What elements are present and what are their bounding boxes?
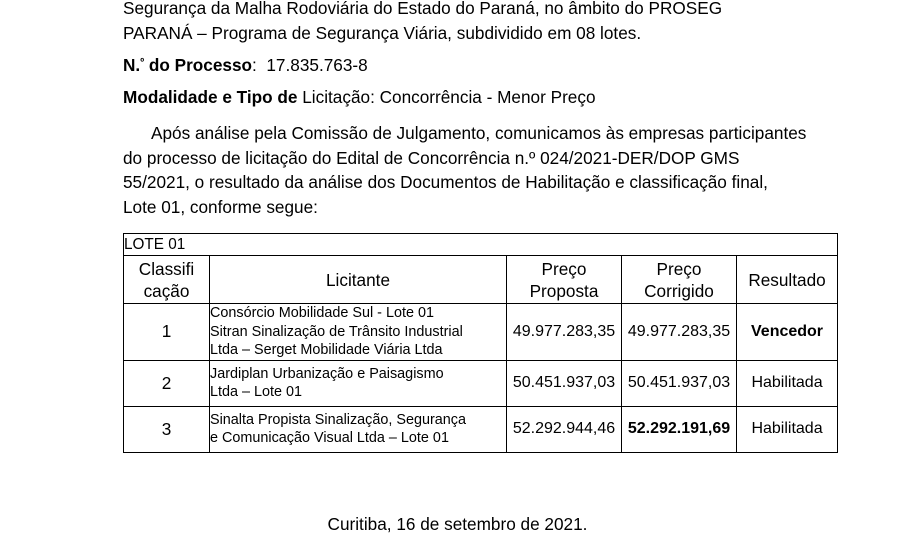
cell-price-corrected: 49.977.283,35 (622, 304, 737, 361)
cell-price-corrected-text: 52.292.191,69 (627, 420, 731, 437)
cell-bidder-line-1: Sinalta Propista Sinalização, Segurança (210, 411, 466, 428)
ordinal-indicator-icon: º (140, 56, 145, 69)
paragraph-main-line-4-text: Lote 01, conforme segue: (123, 196, 318, 217)
paragraph-continuation-line-1: Segurança da Malha Rodoviária do Estado do Paraná, no âmbito do PROSEG (123, 0, 723, 18)
table-header-row (124, 256, 838, 304)
cell-rank: 2 (124, 360, 210, 406)
field-processo-value: 17.835.763-8 (266, 55, 368, 75)
field-processo-label-prefix: N. (123, 55, 141, 75)
cell-price-proposal: 52.292.944,46 (507, 406, 622, 452)
paragraph-main-line-2-text: do processo de licitação do Edital de Concorrência n.º 024/2021-DER/DOP GMS (123, 147, 740, 168)
cell-price-proposal: 49.977.283,35 (507, 304, 622, 361)
paragraph-continuation-line2-wrap (123, 21, 840, 46)
cell-price-proposal: 50.451.937,03 (507, 360, 622, 406)
cell-price-corrected (622, 406, 737, 452)
table-row (124, 304, 838, 361)
cell-bidder-line-1 (210, 365, 506, 384)
field-processo (123, 53, 840, 78)
header-classification-line-2: cação (143, 280, 190, 301)
paragraph-main-line-3-text: 55/2021, o resultado da análise dos Documentos de Habilitação e classificação final, (123, 172, 768, 192)
table-caption-row (124, 234, 838, 256)
paragraph-main (123, 121, 840, 219)
header-price-corrected-line-2: Corrigido (644, 280, 714, 301)
field-modalidade (123, 85, 840, 110)
cell-bidder-line-2: Ltda – Lote 01 (210, 384, 303, 400)
cell-bidder-line-3: Ltda – Serget Mobilidade Viária Ltda (210, 342, 443, 358)
cell-bidder-line-2-text: Sitran Sinalização de Trânsito Industrial (210, 323, 463, 340)
cell-price-corrected: 50.451.937,03 (622, 360, 737, 406)
paragraph-main-line-1-text: Após análise pela Comissão de Julgamento, comunicamos às empresas participantes (151, 123, 807, 143)
header-price-proposal (507, 256, 622, 304)
paragraph-main-line-1 (123, 121, 840, 146)
table-row (124, 406, 838, 452)
cell-bidder (210, 360, 507, 406)
header-result: Resultado (737, 256, 838, 304)
header-classification (124, 256, 210, 304)
spacer-3 (123, 109, 840, 121)
cell-bidder-line-1-text: Jardiplan Urbanização e Paisagismo (210, 365, 444, 382)
paragraph-main-line-3 (123, 170, 840, 195)
cell-bidder (210, 304, 507, 361)
paragraph-continuation-line-2: PARANÁ – Programa de Segurança Viária, subdividido em 08 lotes. (123, 22, 642, 43)
footer-place-date: Curitiba, 16 de setembro de 2021. (327, 514, 588, 534)
cell-result: Habilitada (737, 360, 838, 406)
header-bidder: Licitante (210, 256, 507, 304)
document-content (123, 0, 840, 453)
spacer-1 (123, 45, 840, 53)
header-price-corrected (622, 256, 737, 304)
header-classification-line-1: Classifi (138, 258, 195, 279)
paragraph-continuation (123, 0, 840, 21)
header-price-proposal-line-2: Proposta (529, 280, 599, 301)
cell-bidder-line-2: e Comunicação Visual Ltda – Lote 01 (210, 430, 449, 446)
field-modalidade-label: Modalidade e Tipo de (123, 86, 298, 107)
header-price-corrected-line-1: Preço (656, 258, 702, 279)
spacer-2 (123, 78, 840, 85)
cell-result (737, 304, 838, 361)
cell-rank: 1 (124, 304, 210, 361)
cell-rank: 3 (124, 406, 210, 452)
paragraph-main-line-4 (123, 195, 840, 220)
results-table-wrapper (123, 233, 840, 453)
field-processo-separator: : (252, 55, 257, 75)
results-table (123, 233, 838, 453)
document-footer (0, 512, 915, 536)
cell-bidder-line-2 (210, 323, 506, 342)
field-processo-label-tail: do Processo (144, 55, 253, 75)
table-row (124, 360, 838, 406)
cell-bidder-line-1: Consórcio Mobilidade Sul - Lote 01 (210, 305, 434, 321)
paragraph-main-line-2 (123, 146, 840, 171)
cell-result: Habilitada (737, 406, 838, 452)
cell-bidder (210, 406, 507, 452)
cell-result-text: Vencedor (751, 322, 824, 340)
field-modalidade-value: Licitação: Concorrência - Menor Preço (302, 86, 596, 107)
table-caption-cell: LOTE 01 (124, 234, 838, 256)
header-price-proposal-line-1: Preço (541, 258, 587, 279)
